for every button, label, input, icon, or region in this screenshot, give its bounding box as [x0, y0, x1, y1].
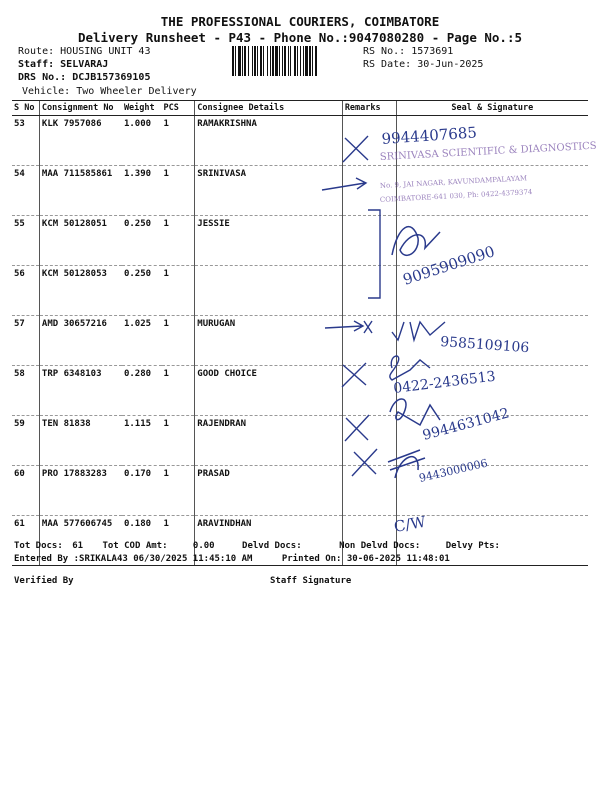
verified-by: Verified By — [14, 576, 74, 586]
staff-line — [18, 59, 108, 70]
table-row — [12, 266, 588, 316]
table-row — [12, 216, 588, 266]
table-row — [12, 116, 588, 166]
cell-pcs: 1 — [162, 266, 195, 316]
phone-row53: 9944407685 — [381, 123, 478, 148]
cell-sno: 60 — [12, 466, 39, 516]
table-row — [12, 366, 588, 416]
cell-sno: 53 — [12, 116, 39, 166]
cell-seal — [396, 466, 588, 516]
cell-remarks — [342, 166, 396, 216]
cell-sno: 55 — [12, 216, 39, 266]
drs-line — [18, 72, 150, 83]
cell-weight: 1.000 — [122, 116, 162, 166]
non-delvd-docs-label: Non Delvd Docs: — [339, 541, 421, 551]
cell-weight: 1.025 — [122, 316, 162, 366]
col-remarks-header: Remarks — [342, 101, 396, 116]
note-row61: C/W — [392, 512, 428, 536]
cell-remarks — [342, 316, 396, 366]
phone-row59: 9944631042 — [420, 405, 512, 444]
cell-consignment: KCM 50128053 — [39, 266, 122, 316]
phone-row60: 9443000006 — [417, 456, 489, 485]
cell-pcs: 1 — [162, 466, 195, 516]
table-row — [12, 166, 588, 216]
col-weight-header: Weight — [122, 101, 162, 116]
runsheet-title: Delivery Runsheet - P43 - Phone No.:9047080280 - Page No.:5 — [77, 30, 522, 45]
cell-seal — [396, 166, 588, 216]
rs-no-line — [363, 46, 453, 57]
cell-consignment: MAA 577606745 — [39, 516, 122, 566]
cell-remarks — [342, 416, 396, 466]
cell-consignee — [195, 266, 343, 316]
svg-text:No. 9, JAI NAGAR, KAVUNDAMPALA: No. 9, JAI NAGAR, KAVUNDAMPALAYAM — [379, 174, 528, 190]
cell-seal — [396, 116, 588, 166]
drs-value: DCJB157369105 — [72, 72, 151, 83]
cell-weight: 0.250 — [122, 266, 162, 316]
cell-consignee: SRINIVASA — [195, 166, 343, 216]
route-value: HOUSING UNIT 43 — [60, 46, 151, 57]
cell-pcs: 1 — [162, 216, 195, 266]
staff-label: Staff: — [18, 59, 55, 70]
barcode — [232, 46, 354, 76]
staff-value: SELVARAJ — [60, 59, 109, 70]
rs-date-label: RS Date: — [363, 59, 412, 70]
cell-weight: 0.180 — [122, 516, 162, 566]
vehicle-line — [22, 86, 197, 97]
phone-row57: 9585109106 — [439, 334, 530, 357]
col-consignment-header: Consignment No — [39, 101, 122, 116]
tot-docs-label: Tot Docs: — [14, 541, 63, 551]
printed-on: Printed On: 30-06-2025 11:48:01 — [281, 554, 450, 564]
cell-consignment: MAA 711585861 — [39, 166, 122, 216]
cell-sno: 58 — [12, 366, 39, 416]
cell-consignee: GOOD CHOICE — [195, 366, 343, 416]
cell-remarks — [342, 216, 396, 266]
col-pcs-header: PCS — [162, 101, 195, 116]
cell-remarks — [342, 466, 396, 516]
tot-cod-value: 0.00 — [192, 541, 215, 551]
cell-consignment: TEN 81838 — [39, 416, 122, 466]
route-line — [18, 46, 150, 57]
cell-pcs: 1 — [162, 166, 195, 216]
table-row — [12, 416, 588, 466]
rs-date-line — [363, 59, 483, 70]
entry-line — [14, 554, 450, 564]
cell-consignment: AMD 30657216 — [39, 316, 122, 366]
cell-consignee: JESSIE — [195, 216, 343, 266]
cell-weight: 0.170 — [122, 466, 162, 516]
cell-remarks — [342, 266, 396, 316]
cell-consignee: RAJENDRAN — [195, 416, 343, 466]
cell-sno: 56 — [12, 266, 39, 316]
totals-line — [14, 541, 500, 551]
col-sno-header: S No — [12, 101, 39, 116]
barcode-bar — [315, 46, 317, 76]
vehicle-value: Two Wheeler Delivery — [76, 86, 197, 97]
cell-consignment: TRP 6348103 — [39, 366, 122, 416]
cell-seal — [396, 266, 588, 316]
staff-signature: Staff Signature — [270, 576, 352, 586]
cell-remarks — [342, 366, 396, 416]
delvy-pts-label: Delvy Pts: — [445, 541, 500, 551]
cell-weight: 0.250 — [122, 216, 162, 266]
phone-row55-56: 9095909090 — [400, 242, 498, 289]
col-consignee-header: Consignee Details — [195, 101, 343, 116]
entered-by: Entered By :SRIKALA43 06/30/2025 11:45:10 AM — [14, 554, 253, 564]
col-seal-header: Seal & Signature — [396, 101, 588, 116]
cell-pcs: 1 — [162, 416, 195, 466]
cell-remarks — [342, 116, 396, 166]
runsheet-table — [12, 100, 588, 566]
rs-no-label: RS No.: — [363, 46, 406, 57]
cell-consignee: RAMAKRISHNA — [195, 116, 343, 166]
cell-weight: 1.390 — [122, 166, 162, 216]
cell-pcs: 1 — [162, 116, 195, 166]
cell-pcs: 1 — [162, 516, 195, 566]
cell-seal — [396, 216, 588, 266]
cell-consignee: ARAVINDHAN — [195, 516, 343, 566]
delvd-docs-label: Delvd Docs: — [242, 541, 302, 551]
svg-text:SRINIVASA SCIENTIFIC & DIAGNOS: SRINIVASA SCIENTIFIC & DIAGNOSTICS — [379, 140, 597, 163]
cell-consignment: KCM 50128051 — [39, 216, 122, 266]
cell-seal — [396, 316, 588, 366]
cell-sno: 59 — [12, 416, 39, 466]
drs-label: DRS No.: — [18, 72, 67, 83]
rs-date-value: 30-Jun-2025 — [417, 59, 484, 70]
phone-row58: 0422-2436513 — [392, 368, 497, 397]
cell-pcs: 1 — [162, 366, 195, 416]
svg-text:COIMBATORE-641 030, Ph: 0422-4: COIMBATORE-641 030, Ph: 0422-4379374 — [379, 188, 533, 204]
cell-weight: 0.280 — [122, 366, 162, 416]
company-name: THE PROFESSIONAL COURIERS, COIMBATORE — [160, 14, 440, 29]
cell-weight: 1.115 — [122, 416, 162, 466]
table-row — [12, 316, 588, 366]
cell-consignee: PRASAD — [195, 466, 343, 516]
cell-seal — [396, 366, 588, 416]
cell-consignee: MURUGAN — [195, 316, 343, 366]
cell-sno: 54 — [12, 166, 39, 216]
route-label: Route: — [18, 46, 55, 57]
tot-docs-value: 61 — [72, 541, 84, 551]
cell-seal — [396, 416, 588, 466]
cell-sno: 57 — [12, 316, 39, 366]
table-header-row — [12, 101, 588, 116]
cell-pcs: 1 — [162, 316, 195, 366]
table-row — [12, 466, 588, 516]
cell-consignment: KLK 7957086 — [39, 116, 122, 166]
cell-sno: 61 — [12, 516, 39, 566]
rs-no-value: 1573691 — [411, 46, 454, 57]
tot-cod-label: Tot COD Amt: — [102, 541, 168, 551]
vehicle-label: Vehicle: — [22, 86, 71, 97]
cell-consignment: PRO 17883283 — [39, 466, 122, 516]
